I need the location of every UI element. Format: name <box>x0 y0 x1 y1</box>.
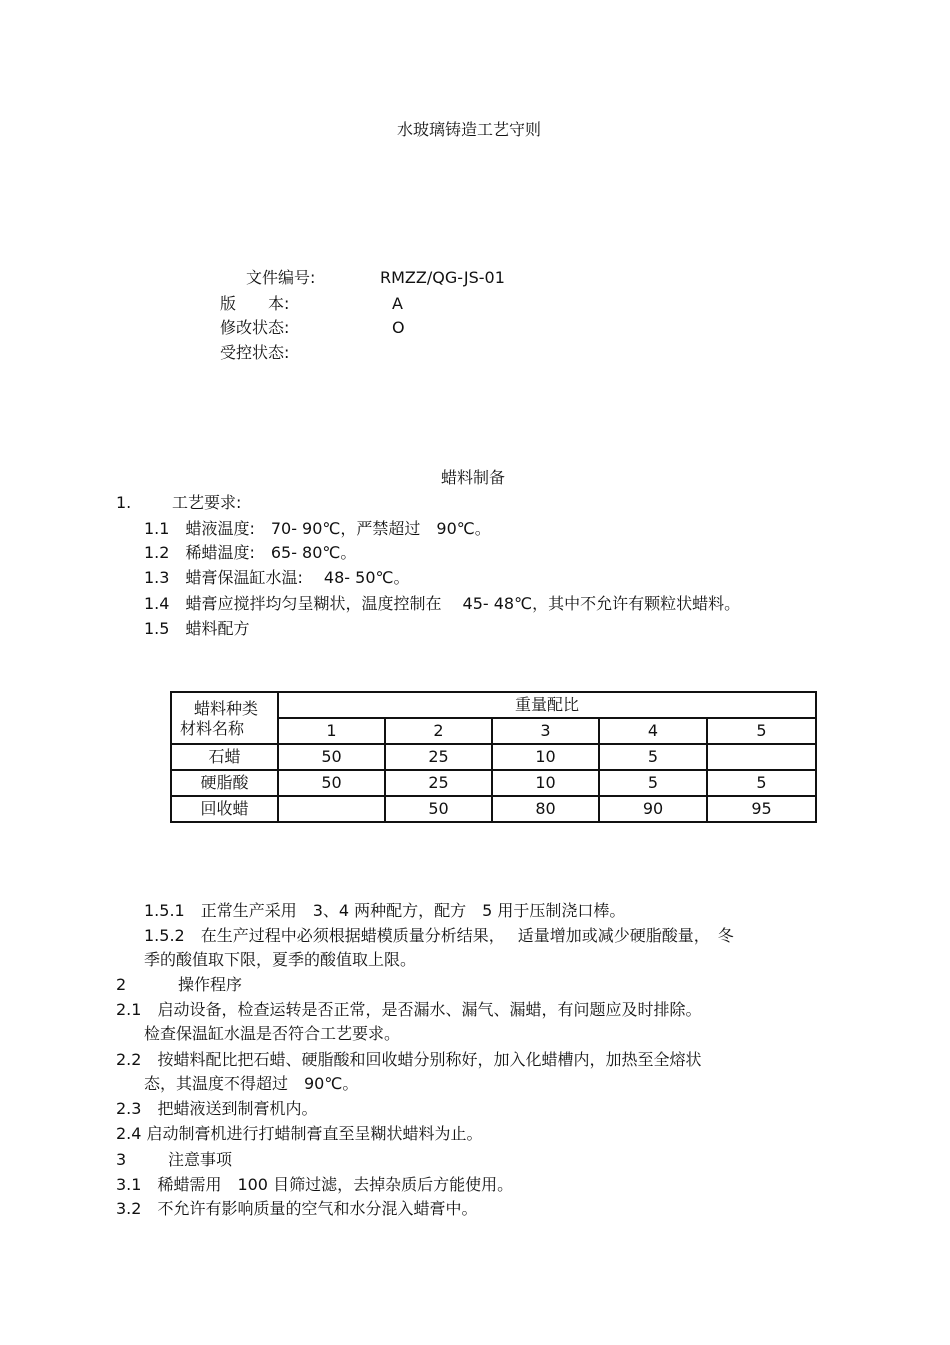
section-3-heading: 注意事项 <box>168 1150 233 1169</box>
item-1-4: 1.4 蜡膏应搅拌均匀呈糊状，温度控制在 45- 48℃，其中不允许有颗粒状蜡料。 <box>144 594 741 613</box>
column-header: 3 <box>492 718 599 744</box>
wax-recipe-table <box>170 691 817 823</box>
column-header: 2 <box>385 718 492 744</box>
item-1-3: 1.3 蜡膏保温缸水温: 48- 50℃。 <box>144 568 410 587</box>
item-2-3: 2.3 把蜡液送到制膏机内。 <box>116 1099 318 1118</box>
item-2-2-cont: 态，其温度不得超过 90℃。 <box>144 1074 359 1093</box>
table-cell: 25 <box>385 744 492 770</box>
corner-top-label: 蜡料种类 <box>194 699 259 718</box>
table-corner-header <box>171 692 278 744</box>
table-cell: 95 <box>707 796 816 822</box>
table-cell: 5 <box>599 744 707 770</box>
item-2-4: 2.4 启动制膏机进行打蜡制膏直至呈糊状蜡料为止。 <box>116 1124 483 1143</box>
item-2-1-cont: 检查保温缸水温是否符合工艺要求。 <box>144 1024 401 1043</box>
table-cell <box>707 744 816 770</box>
item-1-2: 1.2 稀蜡温度: 65- 80℃。 <box>144 543 357 562</box>
table-cell: 50 <box>385 796 492 822</box>
material-name: 硬脂酸 <box>171 770 278 796</box>
document-title: 水玻璃铸造工艺守则 <box>396 120 541 139</box>
table-row <box>171 744 816 770</box>
meta-value-file-number: RMZZ/QG-JS-01 <box>380 268 505 287</box>
table-cell <box>278 796 385 822</box>
table-cell: 10 <box>492 770 599 796</box>
table-cell: 25 <box>385 770 492 796</box>
item-1-1: 1.1 蜡液温度: 70- 90℃，严禁超过 90℃。 <box>144 519 491 538</box>
table-cell: 50 <box>278 770 385 796</box>
section-2-heading: 操作程序 <box>178 975 243 994</box>
meta-value-revision: O <box>392 318 405 337</box>
table-row <box>171 770 816 796</box>
section-title: 蜡料制备 <box>440 468 505 487</box>
meta-label-file-number: 文件编号: <box>246 268 316 287</box>
table-cell: 50 <box>278 744 385 770</box>
section-3-number: 3 <box>116 1150 127 1169</box>
table-cell: 90 <box>599 796 707 822</box>
meta-label-control: 受控状态: <box>220 343 290 362</box>
item-2-2: 2.2 按蜡料配比把石蜡、硬脂酸和回收蜡分别称好，加入化蜡槽内，加热至全熔状 <box>116 1050 702 1069</box>
column-header: 4 <box>599 718 707 744</box>
meta-value-version: A <box>392 294 403 313</box>
note-1-5-2-cont: 季的酸值取下限，夏季的酸值取上限。 <box>144 950 417 969</box>
item-1-5: 1.5 蜡料配方 <box>144 619 250 638</box>
section-2-number: 2 <box>116 975 127 994</box>
column-header: 5 <box>707 718 816 744</box>
table-cell: 5 <box>599 770 707 796</box>
meta-label-revision: 修改状态: <box>220 318 290 337</box>
table-cell: 5 <box>707 770 816 796</box>
table-cell: 10 <box>492 744 599 770</box>
item-3-1: 3.1 稀蜡需用 100 目筛过滤，去掉杂质后方能使用。 <box>116 1175 514 1194</box>
ratio-header: 重量配比 <box>278 692 816 718</box>
corner-bottom-label: 材料名称 <box>180 719 245 738</box>
section-1-number: 1. <box>116 493 132 512</box>
column-header: 1 <box>278 718 385 744</box>
item-2-1: 2.1 启动设备，检查运转是否正常，是否漏水、漏气、漏蜡，有问题应及时排除。 <box>116 1000 702 1019</box>
note-1-5-2: 1.5.2 在生产过程中必须根据蜡模质量分析结果， 适量增加或减少硬脂酸量， 冬 <box>144 926 734 945</box>
meta-label-version: 版 本: <box>220 294 290 313</box>
item-3-2: 3.2 不允许有影响质量的空气和水分混入蜡膏中。 <box>116 1199 478 1218</box>
table-cell: 80 <box>492 796 599 822</box>
table-row <box>171 796 816 822</box>
section-1-heading: 工艺要求: <box>172 493 242 512</box>
material-name: 石蜡 <box>171 744 278 770</box>
note-1-5-1: 1.5.1 正常生产采用 3、4 两种配方，配方 5 用于压制浇口棒。 <box>144 901 626 920</box>
material-name: 回收蜡 <box>171 796 278 822</box>
